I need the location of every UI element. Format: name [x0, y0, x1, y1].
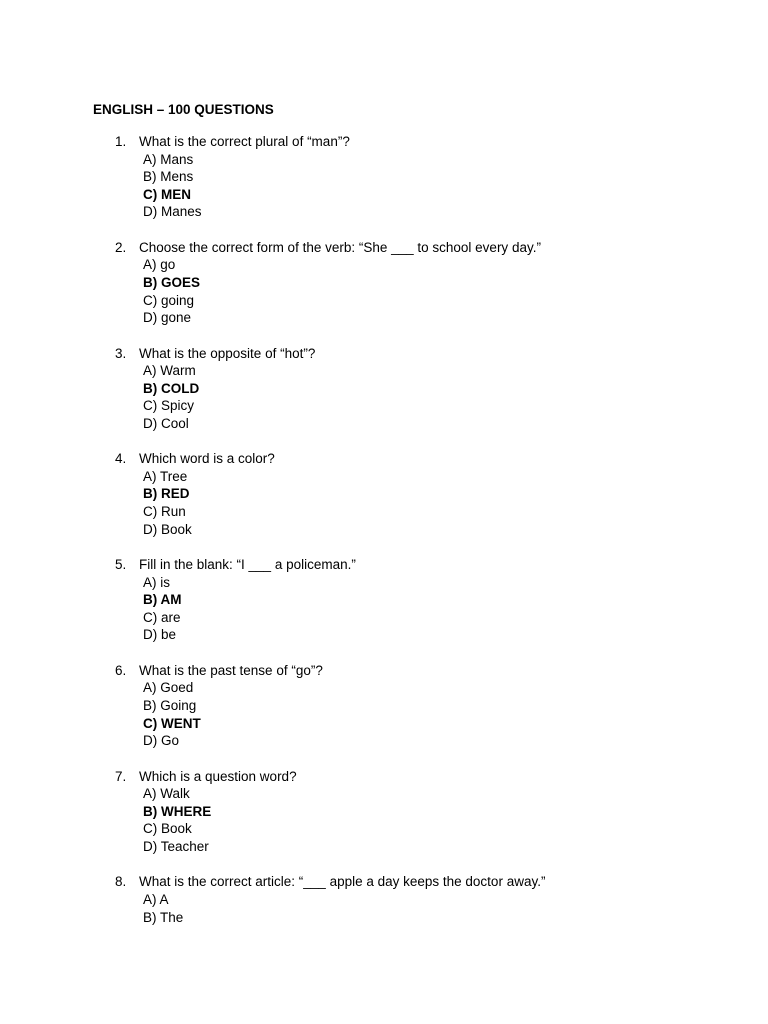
answer-option: D) gone — [143, 310, 192, 326]
answer-option: A) Tree — [143, 468, 188, 484]
question-text: What is the opposite of “hot”? — [139, 345, 316, 361]
answer-option-correct: B) RED — [143, 486, 190, 502]
answer-option: C) going — [143, 292, 195, 308]
answer-option-correct: B) COLD — [143, 380, 200, 396]
answer-option: C) are — [143, 609, 181, 625]
question-line — [115, 768, 755, 786]
question-item — [115, 133, 755, 221]
answer-option: D) be — [143, 627, 177, 643]
question-text: Fill in the blank: “I ___ a policeman.” — [139, 557, 356, 573]
question-text: What is the correct plural of “man”? — [139, 134, 350, 149]
question-number: 5. — [115, 557, 127, 573]
question-item — [115, 556, 755, 644]
answer-option: D) Cool — [143, 415, 189, 431]
answer-option: A) go — [143, 257, 176, 273]
answer-option: A) Warm — [143, 363, 196, 379]
question-line — [115, 556, 755, 574]
question-item — [115, 450, 755, 538]
question-text: Choose the correct form of the verb: “She ___ to school every day.” — [139, 239, 541, 255]
question-line — [115, 873, 755, 891]
answer-option: A) Walk — [143, 786, 190, 802]
answer-options — [115, 574, 755, 644]
question-item — [115, 239, 755, 327]
answer-option: A) Goed — [143, 680, 194, 696]
answer-option: A) Mans — [143, 151, 194, 167]
question-text: What is the correct article: “___ apple a day keeps the doctor away.” — [139, 874, 546, 890]
question-text: Which word is a color? — [139, 451, 275, 467]
answer-options — [115, 151, 755, 221]
question-item — [115, 768, 755, 856]
answer-option: A) is — [143, 574, 170, 590]
answer-options — [115, 256, 755, 326]
question-line — [115, 662, 755, 680]
question-number: 4. — [115, 451, 127, 467]
answer-option: A) A — [143, 891, 169, 907]
answer-option: C) Spicy — [143, 398, 195, 414]
question-line — [115, 450, 755, 468]
answer-options — [115, 679, 755, 749]
question-number: 8. — [115, 874, 127, 890]
question-list — [115, 133, 755, 944]
question-number: 3. — [115, 345, 127, 361]
question-text: Which is a question word? — [139, 768, 297, 784]
answer-options — [115, 362, 755, 432]
answer-options — [115, 785, 755, 855]
answer-option: B) Going — [143, 698, 197, 714]
answer-option: D) Go — [143, 733, 180, 749]
answer-option: B) Mens — [143, 169, 194, 185]
answer-option: D) Teacher — [143, 838, 209, 854]
answer-option-correct: C) WENT — [143, 715, 201, 731]
answer-option: B) The — [143, 909, 184, 925]
answer-option-correct: C) MEN — [143, 186, 191, 202]
question-number: 2. — [115, 239, 127, 255]
answer-option-correct: B) AM — [143, 592, 182, 608]
answer-option: C) Run — [143, 504, 186, 520]
question-number: 6. — [115, 662, 127, 678]
answer-options — [115, 891, 755, 926]
question-item — [115, 345, 755, 433]
answer-option-correct: B) GOES — [143, 274, 201, 290]
question-line — [115, 133, 755, 151]
page-title: ENGLISH – 100 QUESTIONS — [93, 102, 274, 117]
question-number: 1. — [115, 134, 127, 149]
question-number: 7. — [115, 768, 127, 784]
answer-option: D) Book — [143, 521, 192, 537]
question-line — [115, 345, 755, 363]
answer-option-correct: B) WHERE — [143, 803, 212, 819]
question-item — [115, 662, 755, 750]
answer-option: D) Manes — [143, 204, 202, 220]
question-line — [115, 239, 755, 257]
answer-options — [115, 468, 755, 538]
question-text: What is the past tense of “go”? — [139, 662, 323, 678]
question-item — [115, 873, 755, 926]
answer-option: C) Book — [143, 821, 192, 837]
